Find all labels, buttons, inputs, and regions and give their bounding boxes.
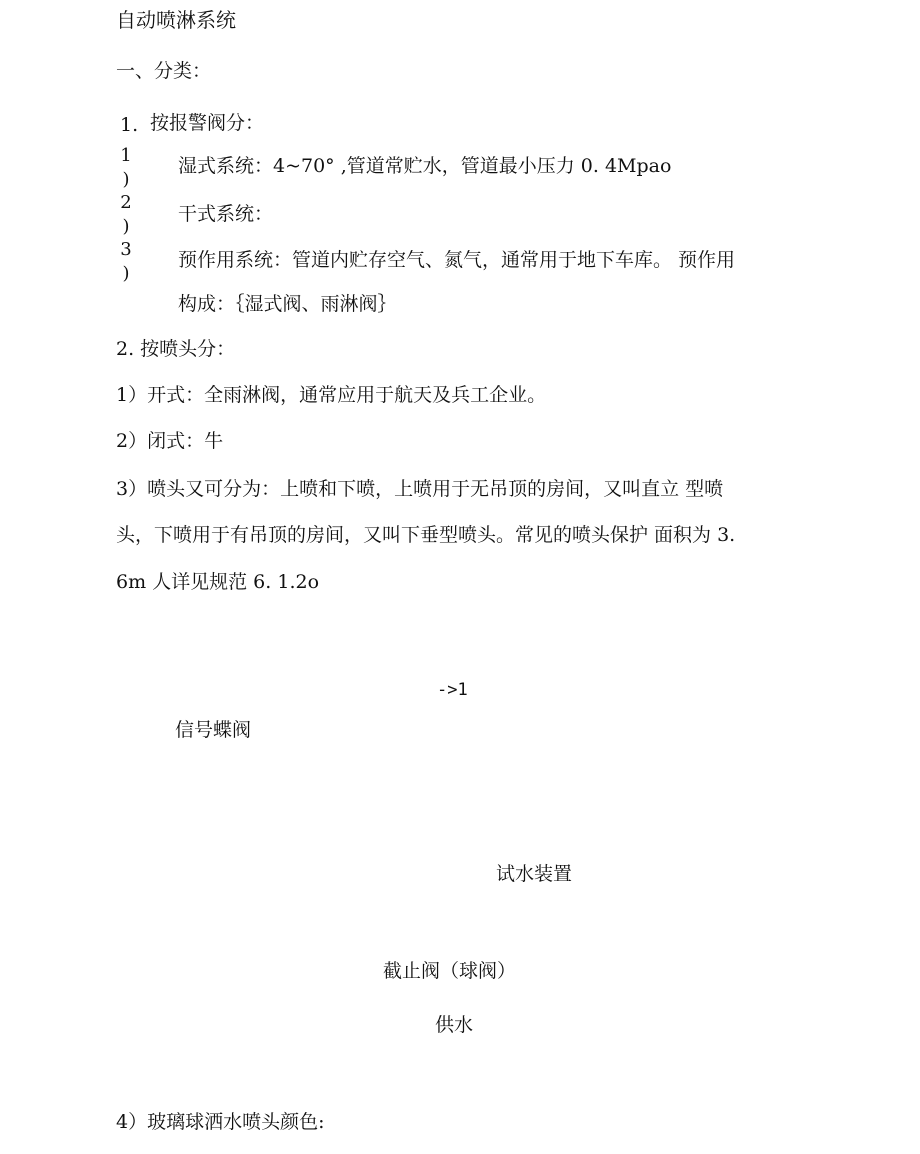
section-heading: 一、分类： xyxy=(116,60,212,82)
closed-sprinkler-line: 2）闭式：牛 xyxy=(116,430,224,452)
preaction-composition-line: 构成：｛湿式阀、雨淋阀｝ xyxy=(178,293,397,315)
sub-paren: ) xyxy=(122,263,130,284)
item-heading: 2. 按喷头分： xyxy=(116,338,236,360)
paragraph-line: 头，下喷用于有吊顶的房间，又叫下垂型喷头。常见的喷头保护 面积为 3. xyxy=(116,524,736,546)
item-number: 1. xyxy=(120,114,139,136)
item-heading: 按报警阀分： xyxy=(150,112,265,134)
paragraph-line: 3）喷头又可分为：上喷和下喷，上喷用于无吊顶的房间，又叫直立 型喷 xyxy=(116,478,724,500)
preaction-system-line: 预作用系统：管道内贮存空气、氮气，通常用于地下车库。 预作用 xyxy=(178,249,736,271)
sub-number: 3 xyxy=(120,239,132,260)
diagram-arrow-label: ->1 xyxy=(437,680,468,700)
sub-paren: ) xyxy=(122,169,130,190)
dry-system-line: 干式系统： xyxy=(178,203,274,225)
sub-number: 1 xyxy=(120,145,132,166)
document-title: 自动喷淋系统 xyxy=(116,8,236,32)
stop-valve-label: 截止阀（球阀） xyxy=(383,960,517,982)
sub-number: 2 xyxy=(120,192,132,213)
wet-system-line: 湿式系统：4~70° ,管道常贮水，管道最小压力 0. 4Mpao xyxy=(178,155,672,177)
paragraph-line: 6m 人详见规范 6. 1.2o xyxy=(116,571,320,593)
sub-paren: ) xyxy=(122,216,130,237)
test-water-device-label: 试水装置 xyxy=(496,863,573,885)
signal-butterfly-valve-label: 信号蝶阀 xyxy=(175,719,252,741)
water-supply-label: 供水 xyxy=(435,1014,474,1036)
item-heading: 4）玻璃球洒水喷头颜色: xyxy=(116,1111,325,1133)
open-sprinkler-line: 1）开式：全雨淋阀，通常应用于航天及兵工企业。 xyxy=(116,384,547,406)
